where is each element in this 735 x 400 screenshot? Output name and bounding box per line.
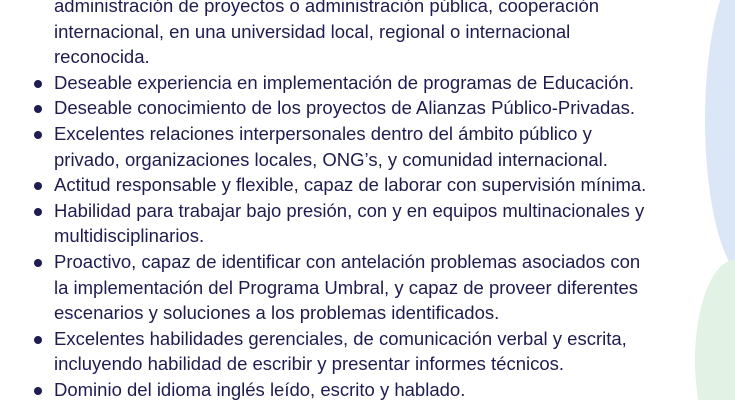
text-line: Deseable conocimiento de los proyectos de Alianzas Público-Privadas. — [32, 95, 722, 121]
list-item — [32, 198, 722, 249]
text-line: internacional, en una universidad local, regional o internacional — [54, 20, 571, 42]
list-item — [32, 70, 722, 96]
text-line: Deseable experiencia en implementación de programas de Educación. — [32, 70, 722, 96]
text-line: Dominio del idioma inglés leído, escrito y hablado. — [32, 377, 722, 400]
text-line: Habilidad para trabajar bajo presión, con y en equipos multinacionales y — [32, 198, 722, 224]
text-line: administración de proyectos o administración pública, cooperación — [54, 0, 600, 16]
text-line: multidisciplinarios. — [54, 225, 205, 247]
text-line: privado, organizaciones locales, ONG’s, y comunidad internacional. — [54, 148, 608, 170]
text-line: incluyendo habilidad de escribir y presentar informes técnicos. — [54, 353, 565, 375]
list-item — [32, 249, 722, 326]
text-line: Excelentes relaciones interpersonales dentro del ámbito público y — [32, 121, 722, 147]
list-item — [32, 326, 722, 377]
text-line: Proactivo, capaz de identificar con antelación problemas asociados con — [32, 249, 722, 275]
list-item — [32, 121, 722, 172]
text-line: la implementación del Programa Umbral, y capaz de proveer diferentes — [54, 276, 639, 298]
list-item — [32, 172, 722, 198]
text-line: Excelentes habilidades gerenciales, de comunicación verbal y escrita, — [32, 326, 722, 352]
requirements-list — [32, 0, 722, 400]
list-item — [32, 95, 722, 121]
text-line: reconocida. — [54, 46, 150, 68]
list-item — [32, 377, 722, 400]
text-line: escenarios y soluciones a los problemas identificados. — [54, 302, 500, 324]
text-line: Actitud responsable y flexible, capaz de laborar con supervisión mínima. — [32, 172, 722, 198]
